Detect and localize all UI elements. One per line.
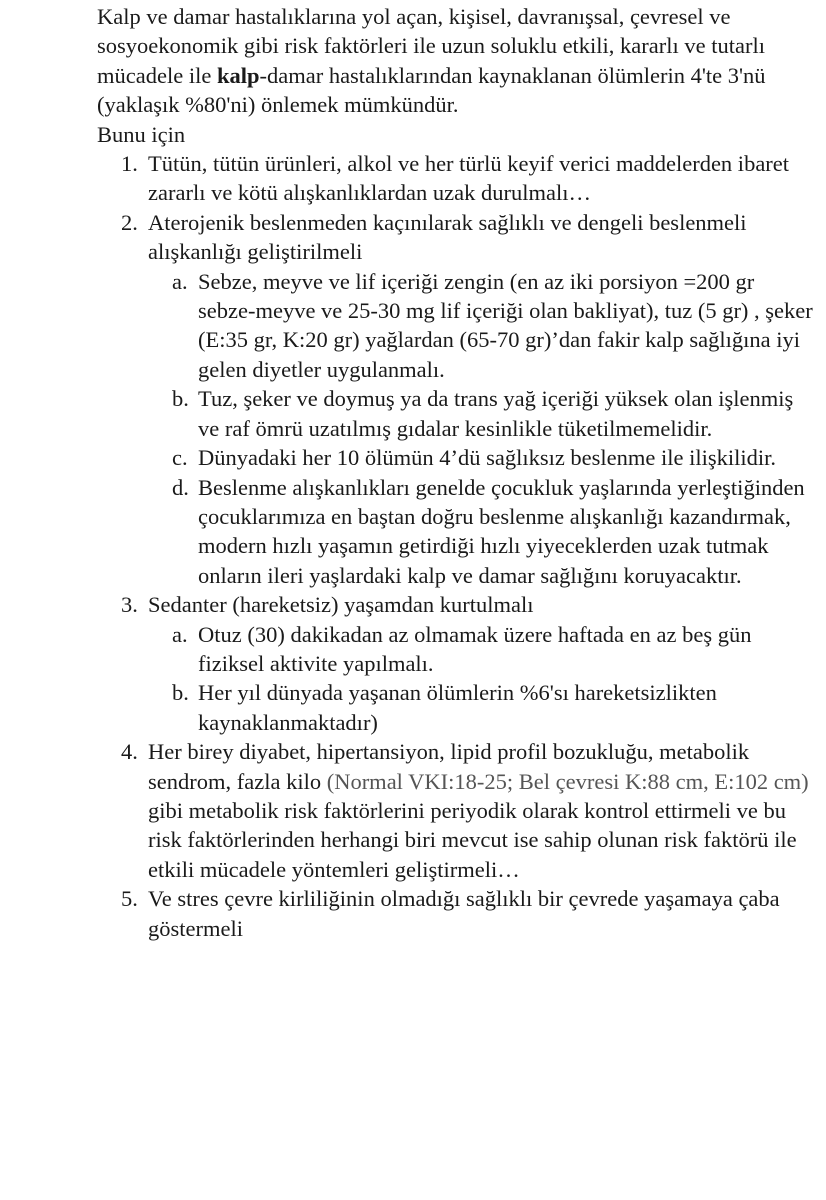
- list-item-text-end: gibi metabolik risk faktörlerini periyodik olarak kontrol ettirmeli ve bu risk faktörlerinden herhangi biri mevcut ise sahip olunan risk faktörü ile etkili mücadele yöntemleri geliştirmeli…: [148, 768, 826, 882]
- sub-item-2c: [148, 443, 817, 472]
- sub-item-2b: [148, 384, 817, 443]
- sub-item-text: Dünyadaki her 10 ölümün 4’dü sağlıksız beslenme ile ilişkilidir.: [198, 445, 777, 471]
- list-item-text-start: Her birey diyabet, hipertansiyon, lipid profil bozukluğu, metabolik sendrom, fazla kilo: [148, 739, 750, 794]
- list-item-text-gray: (Normal VKI:18-25; Bel çevresi K:88 cm, E:102 cm): [326, 768, 809, 794]
- list-item-3: [97, 590, 817, 737]
- list-number: 4.: [121, 739, 138, 765]
- list-item-4: [97, 737, 826, 884]
- sub-item-3b: [148, 678, 817, 737]
- list-item-text: Tütün, tütün ürünleri, alkol ve her türlü keyif verici maddelerden ibaret zararlı ve kötü alışkanlıklardan uzak durulmalı…: [148, 151, 790, 206]
- sub-number: b.: [172, 386, 189, 412]
- sub-item-text: Beslenme alışkanlıkları genelde çocukluk yaşlarında yerleştiğinden çocuklarımıza en baştan doğru beslenme alışkanlığı kazandırmak, modern hızlı yaşamın getirdiği hızlı yiyeceklerden uzak tutmak onların ileri yaşlardaki kalp ve damar sağlığını koruyacaktır.: [198, 474, 805, 588]
- sub-item-2a: [148, 267, 817, 385]
- list-item-text: Aterojenik beslenmeden kaçınılarak sağlıklı ve dengeli beslenmeli alışkanlığı geliştirilmeli: [148, 209, 747, 265]
- document-page: [97, 2, 826, 943]
- sub-list: [148, 620, 817, 738]
- intro-text-end: -damar hastalıklarından kaynaklanan ölümlerin 4'te 3'nü (yaklaşık %80'ni) önlemek mümkündür.: [97, 62, 766, 118]
- list-item-1: [97, 149, 817, 208]
- sub-number: c.: [172, 445, 188, 471]
- list-item-text: Ve stres çevre kirliliğinin olmadığı sağlıklı bir çevrede yaşamaya çaba göstermeli: [148, 886, 780, 941]
- sub-item-text: Her yıl dünyada yaşanan ölümlerin %6'sı hareketsizlikten kaynaklanmaktadır): [198, 680, 717, 735]
- list-item-text: Sedanter (hareketsiz) yaşamdan kurtulmalı: [148, 592, 534, 618]
- sub-item-text: Sebze, meyve ve lif içeriği zengin (en az iki porsiyon =200 gr sebze-meyve ve 25-30 mg lif içeriği olan bakliyat), tuz (5 gr) , şeker (E:35 gr, K:20 gr) yağlardan (65-70 gr)’dan fakir kalp sağlığına iyi gelen diyetler uygulanmalı.: [198, 268, 813, 382]
- list-number: 1.: [121, 151, 138, 177]
- intro-text-start: Kalp ve damar hastalıklarına yol açan, kişisel, davranışsal, çevresel ve sosyoekonomik gibi risk faktörleri ile uzun soluklu etkili, kararlı ve tutarlı mücadele ile: [97, 4, 765, 88]
- sub-item-3a: [148, 620, 817, 679]
- list-number: 5.: [121, 886, 138, 912]
- sub-number: a.: [172, 621, 188, 647]
- sub-number: b.: [172, 680, 189, 706]
- intro-bold-word: kalp: [216, 62, 260, 88]
- list-number: 3.: [121, 592, 138, 618]
- sub-number: a.: [172, 268, 188, 294]
- list-item-5: [97, 884, 817, 943]
- sub-list: [148, 267, 817, 590]
- sub-item-2d: [148, 473, 817, 591]
- sub-number: d.: [172, 474, 189, 500]
- main-list: [97, 149, 826, 943]
- intro-paragraph: [97, 2, 817, 120]
- lead-line: Bunu için: [97, 121, 186, 147]
- list-item-2: [97, 208, 817, 590]
- sub-item-text: Otuz (30) dakikadan az olmamak üzere haftada en az beş gün fiziksel aktivite yapılmalı.: [198, 621, 752, 676]
- list-number: 2.: [121, 209, 138, 235]
- sub-item-text: Tuz, şeker ve doymuş ya da trans yağ içeriği yüksek olan işlenmiş ve raf ömrü uzatılmış gıdalar kesinlikle tüketilmemelidir.: [198, 386, 794, 441]
